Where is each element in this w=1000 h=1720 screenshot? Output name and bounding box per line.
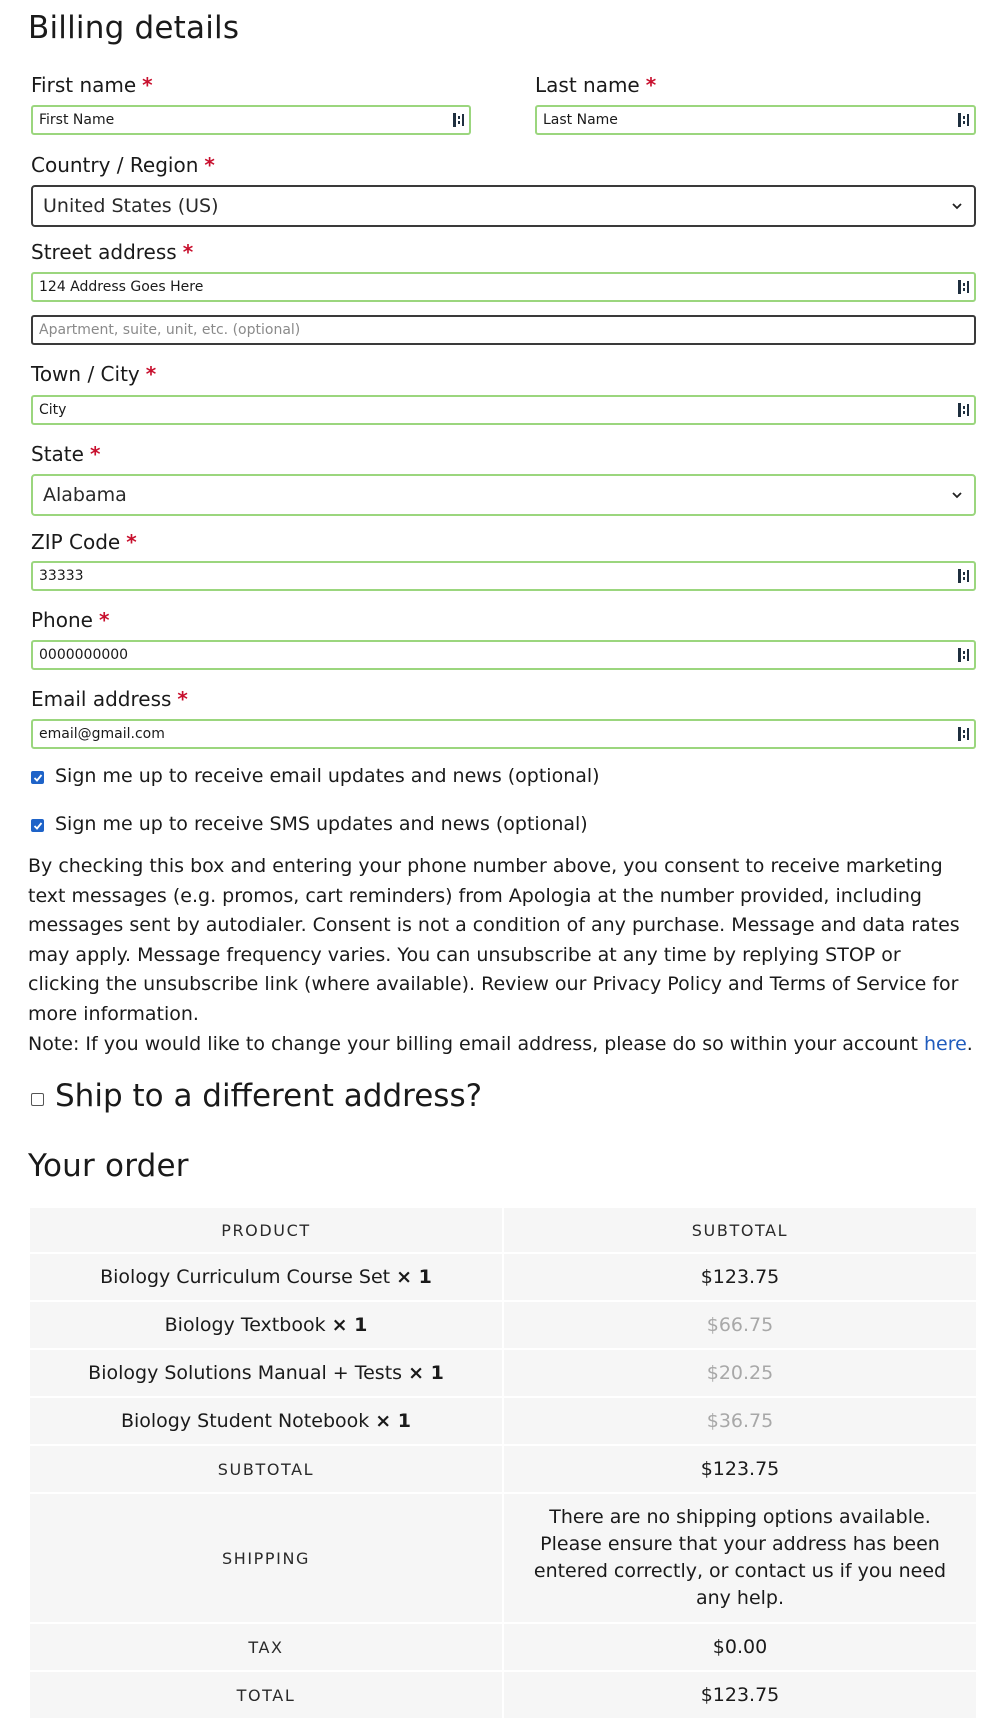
autofill-key-icon[interactable] bbox=[957, 112, 971, 128]
subtotal-label: SUBTOTAL bbox=[29, 1445, 503, 1493]
table-row bbox=[29, 1253, 977, 1301]
zip-label: ZIP Code * bbox=[31, 530, 137, 554]
table-header-row bbox=[29, 1207, 977, 1253]
total-label: TOTAL bbox=[29, 1671, 503, 1719]
product-header: PRODUCT bbox=[29, 1207, 503, 1253]
table-row bbox=[29, 1397, 977, 1445]
product-name: Biology Student Notebook × 1 bbox=[29, 1397, 503, 1445]
autofill-key-icon[interactable] bbox=[957, 279, 971, 295]
sms-optin-checkbox[interactable] bbox=[31, 819, 44, 832]
email-optin-checkbox[interactable] bbox=[31, 771, 44, 784]
product-price: $123.75 bbox=[503, 1253, 977, 1301]
order-title: Your order bbox=[28, 1148, 189, 1184]
autofill-key-icon[interactable] bbox=[957, 402, 971, 418]
sms-consent-text: By checking this box and entering your phone number above, you consent to receive marketing text messages (e.g. promos, cart reminders) from Apologia at the number provided, including messages sent by autodialer. Consent is not a condition of any purchase. Message and data rates may apply. Message frequency varies. You can unsubscribe at any time by replying STOP or clicking the unsubscribe link (where available). Review our Privacy Policy and Terms of Service for more information. bbox=[28, 855, 960, 1025]
country-select[interactable] bbox=[31, 185, 976, 227]
city-input[interactable] bbox=[31, 395, 976, 425]
phone-input[interactable] bbox=[31, 640, 976, 670]
subtotal-header: SUBTOTAL bbox=[503, 1207, 977, 1253]
chevron-down-icon bbox=[952, 201, 962, 211]
autofill-key-icon[interactable] bbox=[957, 647, 971, 663]
account-link[interactable]: here bbox=[923, 1033, 967, 1055]
street-label: Street address * bbox=[31, 240, 194, 264]
total-value: $123.75 bbox=[503, 1671, 977, 1719]
shipping-label: SHIPPING bbox=[29, 1493, 503, 1623]
product-name: Biology Solutions Manual + Tests × 1 bbox=[29, 1349, 503, 1397]
product-name: Biology Textbook × 1 bbox=[29, 1301, 503, 1349]
autofill-key-icon[interactable] bbox=[452, 112, 466, 128]
ship-different-label[interactable]: Ship to a different address? bbox=[55, 1078, 483, 1114]
product-price: $20.25 bbox=[503, 1349, 977, 1397]
email-change-note: Note: If you would like to change your billing email address, please do so within your account here. bbox=[28, 1033, 973, 1055]
state-value: Alabama bbox=[43, 484, 127, 506]
order-table bbox=[28, 1206, 978, 1720]
shipping-row bbox=[29, 1493, 977, 1623]
total-row bbox=[29, 1671, 977, 1719]
table-row bbox=[29, 1301, 977, 1349]
autofill-key-icon[interactable] bbox=[957, 726, 971, 742]
state-select[interactable] bbox=[31, 474, 976, 516]
zip-input[interactable] bbox=[31, 561, 976, 591]
email-label: Email address * bbox=[31, 687, 188, 711]
state-label: State * bbox=[31, 442, 101, 466]
autofill-key-icon[interactable] bbox=[957, 568, 971, 584]
sms-optin-label[interactable]: Sign me up to receive SMS updates and news (optional) bbox=[55, 813, 588, 835]
first-name-input[interactable] bbox=[31, 105, 471, 135]
product-price: $36.75 bbox=[503, 1397, 977, 1445]
tax-row bbox=[29, 1623, 977, 1671]
check-icon bbox=[33, 821, 43, 831]
chevron-down-icon bbox=[952, 490, 962, 500]
phone-label: Phone * bbox=[31, 608, 110, 632]
page-title: Billing details bbox=[28, 10, 240, 46]
first-name-label: First name * bbox=[31, 73, 153, 97]
tax-value: $0.00 bbox=[503, 1623, 977, 1671]
subtotal-row bbox=[29, 1445, 977, 1493]
last-name-input[interactable] bbox=[535, 105, 976, 135]
city-label: Town / City * bbox=[31, 362, 157, 386]
shipping-message: There are no shipping options available. Please ensure that your address has been entered correctly, or contact us if you need any help. bbox=[503, 1493, 977, 1623]
product-price: $66.75 bbox=[503, 1301, 977, 1349]
apartment-input[interactable] bbox=[31, 315, 976, 345]
check-icon bbox=[33, 773, 43, 783]
country-value: United States (US) bbox=[43, 195, 219, 217]
product-name: Biology Curriculum Course Set × 1 bbox=[29, 1253, 503, 1301]
email-input[interactable] bbox=[31, 719, 976, 749]
email-optin-label[interactable]: Sign me up to receive email updates and news (optional) bbox=[55, 765, 600, 787]
ship-different-checkbox[interactable] bbox=[31, 1093, 44, 1106]
tax-label: TAX bbox=[29, 1623, 503, 1671]
country-label: Country / Region * bbox=[31, 153, 215, 177]
street-input[interactable] bbox=[31, 272, 976, 302]
table-row bbox=[29, 1349, 977, 1397]
subtotal-value: $123.75 bbox=[503, 1445, 977, 1493]
last-name-label: Last name * bbox=[535, 73, 657, 97]
